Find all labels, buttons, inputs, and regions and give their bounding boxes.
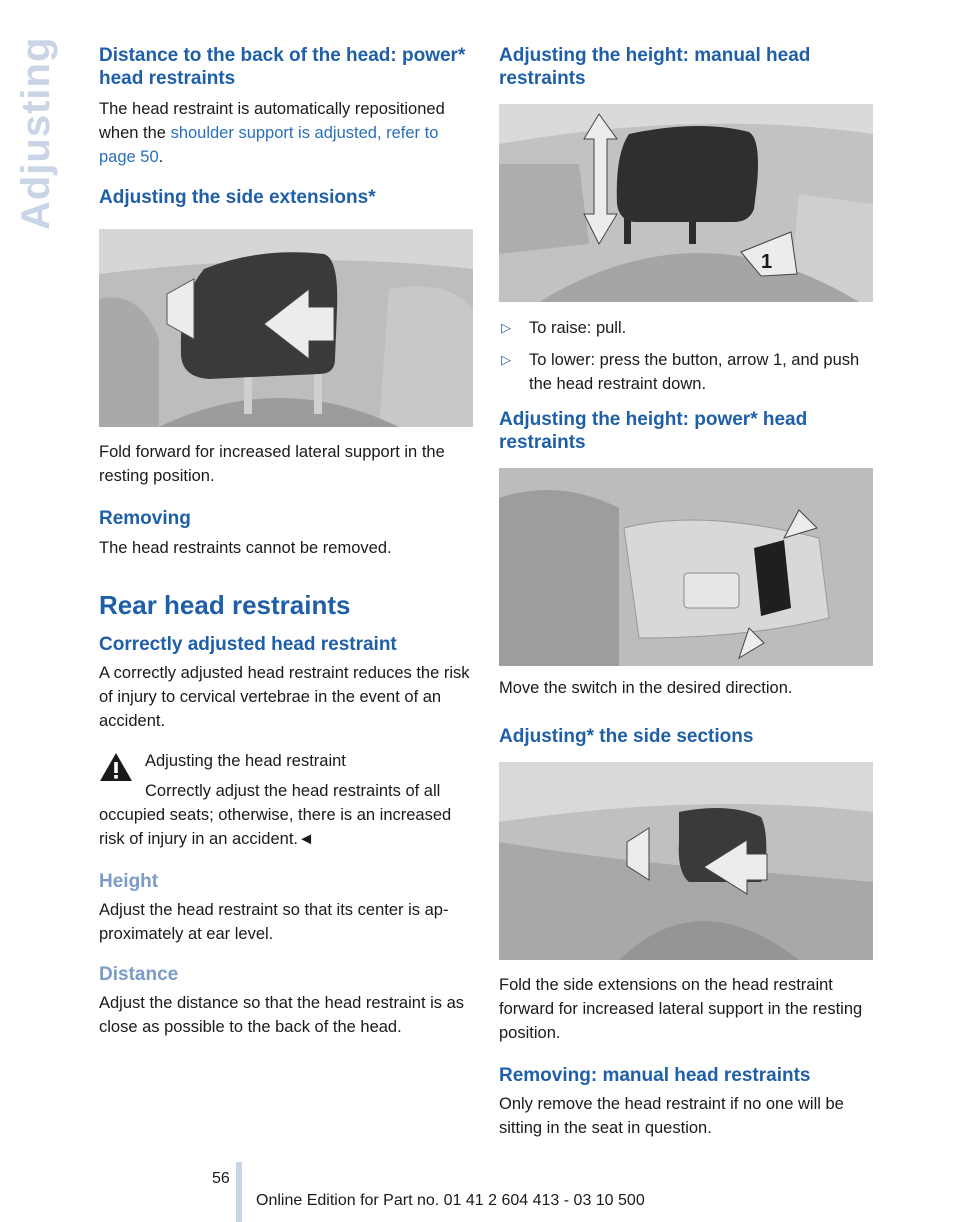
page-number: 56: [212, 1170, 230, 1187]
para-move-switch: Move the switch in the desired direction.: [499, 679, 793, 697]
heading-removing: Removing: [99, 508, 191, 529]
page-ref-link[interactable]: shoulder support is adjusted, refer to page 50: [99, 124, 439, 166]
para-distance: Adjust the distance so that the head restraint is as close as possible to the back of the head.: [99, 994, 465, 1036]
chapter-tab-label: Adjusting: [14, 36, 58, 230]
heading-side-sections: Adjusting* the side sections: [499, 726, 754, 747]
warning-text: occupied seats; otherwise, there is an increased risk of injury in an accident.◄: [99, 806, 452, 848]
figure-side-sections: [499, 762, 873, 960]
left-column: [99, 44, 473, 1039]
para-fold-side: Fold the side extensions on the head restraint forward for increased lateral support in the resting position.: [499, 976, 863, 1042]
manual-height-list: [499, 316, 873, 396]
figure-callout-1: 1: [761, 251, 773, 273]
figure-power-height: [499, 468, 873, 666]
heading-power-height: Adjusting the height: power* head restraints: [499, 409, 808, 453]
heading-distance: Distance: [99, 964, 179, 985]
para-height: Adjust the head restraint so that its center is approximately at ear level.: [99, 901, 449, 943]
figure-manual-height: [499, 104, 873, 302]
heading-manual-height: Adjusting the height: manual head restraints: [499, 45, 811, 89]
heading-distance-power: Distance to the back of the head: power* head restraints: [99, 45, 466, 89]
warning-title: Adjusting the head restraint: [145, 752, 346, 770]
footer-divider: [236, 1162, 242, 1222]
heading-height: Height: [99, 871, 159, 892]
list-item: ▷ To raise: pull.: [501, 319, 627, 337]
chapter-tab: [14, 36, 64, 240]
heading-rear-head-restraints: Rear head restraints: [99, 590, 351, 620]
warning-block: [99, 749, 473, 851]
para-removing: The head restraints cannot be removed.: [99, 539, 392, 557]
heading-correctly-adjusted: Correctly adjusted head restraint: [99, 634, 397, 655]
para-correctly-adjusted: A correctly adjusted head restraint reduces the risk of injury to cervical vertebrae in the event of an accident.: [99, 664, 470, 730]
footer-edition: Online Edition for Part no. 01 41 2 604 413 - 03 10 500: [256, 1192, 645, 1209]
para-fold-forward: Fold forward for increased lateral support in the resting position.: [99, 443, 445, 485]
right-column: [499, 44, 873, 1140]
para-distance-power: The head restraint is automatically repositioned when the shoulder support is adjusted, refer to page 50.: [99, 100, 445, 166]
figure-side-extensions: [99, 229, 473, 427]
warning-line: Correctly adjust the head restraints of all: [145, 782, 441, 800]
warning-triangle-icon: [99, 751, 133, 783]
list-item: ▷ To lower: press the button, arrow 1, and push the head restraint down.: [501, 351, 860, 393]
heading-side-extensions: Adjusting the side extensions*: [99, 187, 376, 208]
heading-removing-manual: Removing: manual head restraints: [499, 1065, 811, 1086]
para-removing-manual: Only remove the head restraint if no one will be sitting in the seat in question.: [499, 1095, 844, 1137]
